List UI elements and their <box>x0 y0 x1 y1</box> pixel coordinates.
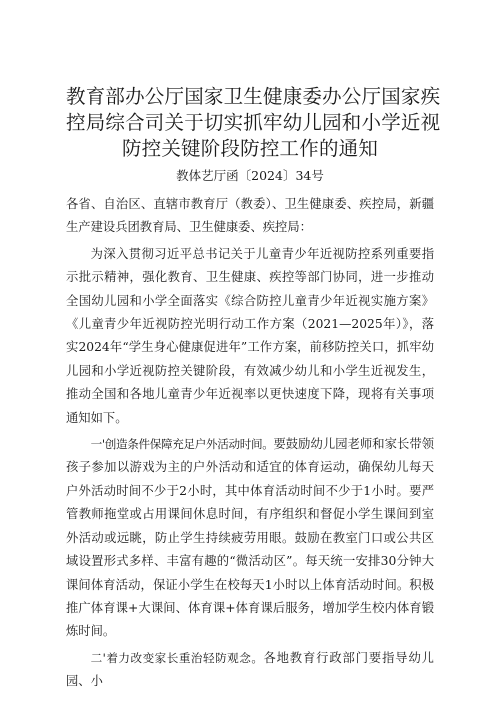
title-line-3: 防控关键阶段防控工作的通知 <box>121 137 379 160</box>
intro-paragraph: 为深入贯彻习近平总书记关于儿童青少年近视防控系列重要指示批示精神，强化教育、卫生健康、疾控等部门协同，进一步推动全国幼儿园和小学全面落实《综合防控儿童青少年近视实施方案》《儿童青少年近视防控光明行动工作方案（2021—2025年）》，落实2024年“学生身心健康促进年”工作方案，前移防控关口，抓牢幼儿园和小学近视防控关键阶段，有效减少幼儿和小学生近视发生，推动全国和各地儿童青少年近视率以更快速度下降，现将有关事项通知如下。 <box>66 246 434 425</box>
title-line-2: 控局综合司关于切实抓牢幼儿园和小学近视 <box>66 111 441 134</box>
document-body <box>66 193 434 694</box>
section-2-paragraph <box>66 647 434 694</box>
section-1-paragraph <box>66 433 434 644</box>
section-2-heading: 二'着力改变家长重治轻防观念。 <box>90 650 264 665</box>
section-1-heading: 一'创造条件保障充足户外活动时间。 <box>90 437 274 452</box>
title-line-1: 教育部办公厅国家卫生健康委办公厅国家疾 <box>66 85 441 108</box>
addressee: 各省、自治区、直辖市教育厅（教委）、卫生健康委、疾控局，新疆生产建设兵团教育局、卫生健康委、疾控局： <box>66 197 434 235</box>
document-number: 教体艺厅函〔2024〕34号 <box>176 168 324 183</box>
section-2-text: 各地教育行政部门要指导幼儿园、小 <box>66 650 434 689</box>
section-1-text: 要鼓励幼儿园老师和家长带领孩子参加以游戏为主的户外活动和适宜的体育运动，确保幼儿每天户外活动时间不少于2小时，其中体育活动时间不少于1小时。要严管教师拖堂或占用课间休息时间，有序组织和督促小学生课间到室外活动或远眺，防止学生持续疲劳用眼。鼓励在教室门口或公共区域设置形式多样、丰富有趣的“微活动区”。每天统一安排30分钟大课间体育活动，保证小学生在校每天1小时以上体育活动时间。积极推广体育课+大课间、体育课+体育课后服务，增加学生校内体育锻炼时间。 <box>66 437 434 639</box>
document-title <box>66 84 441 162</box>
